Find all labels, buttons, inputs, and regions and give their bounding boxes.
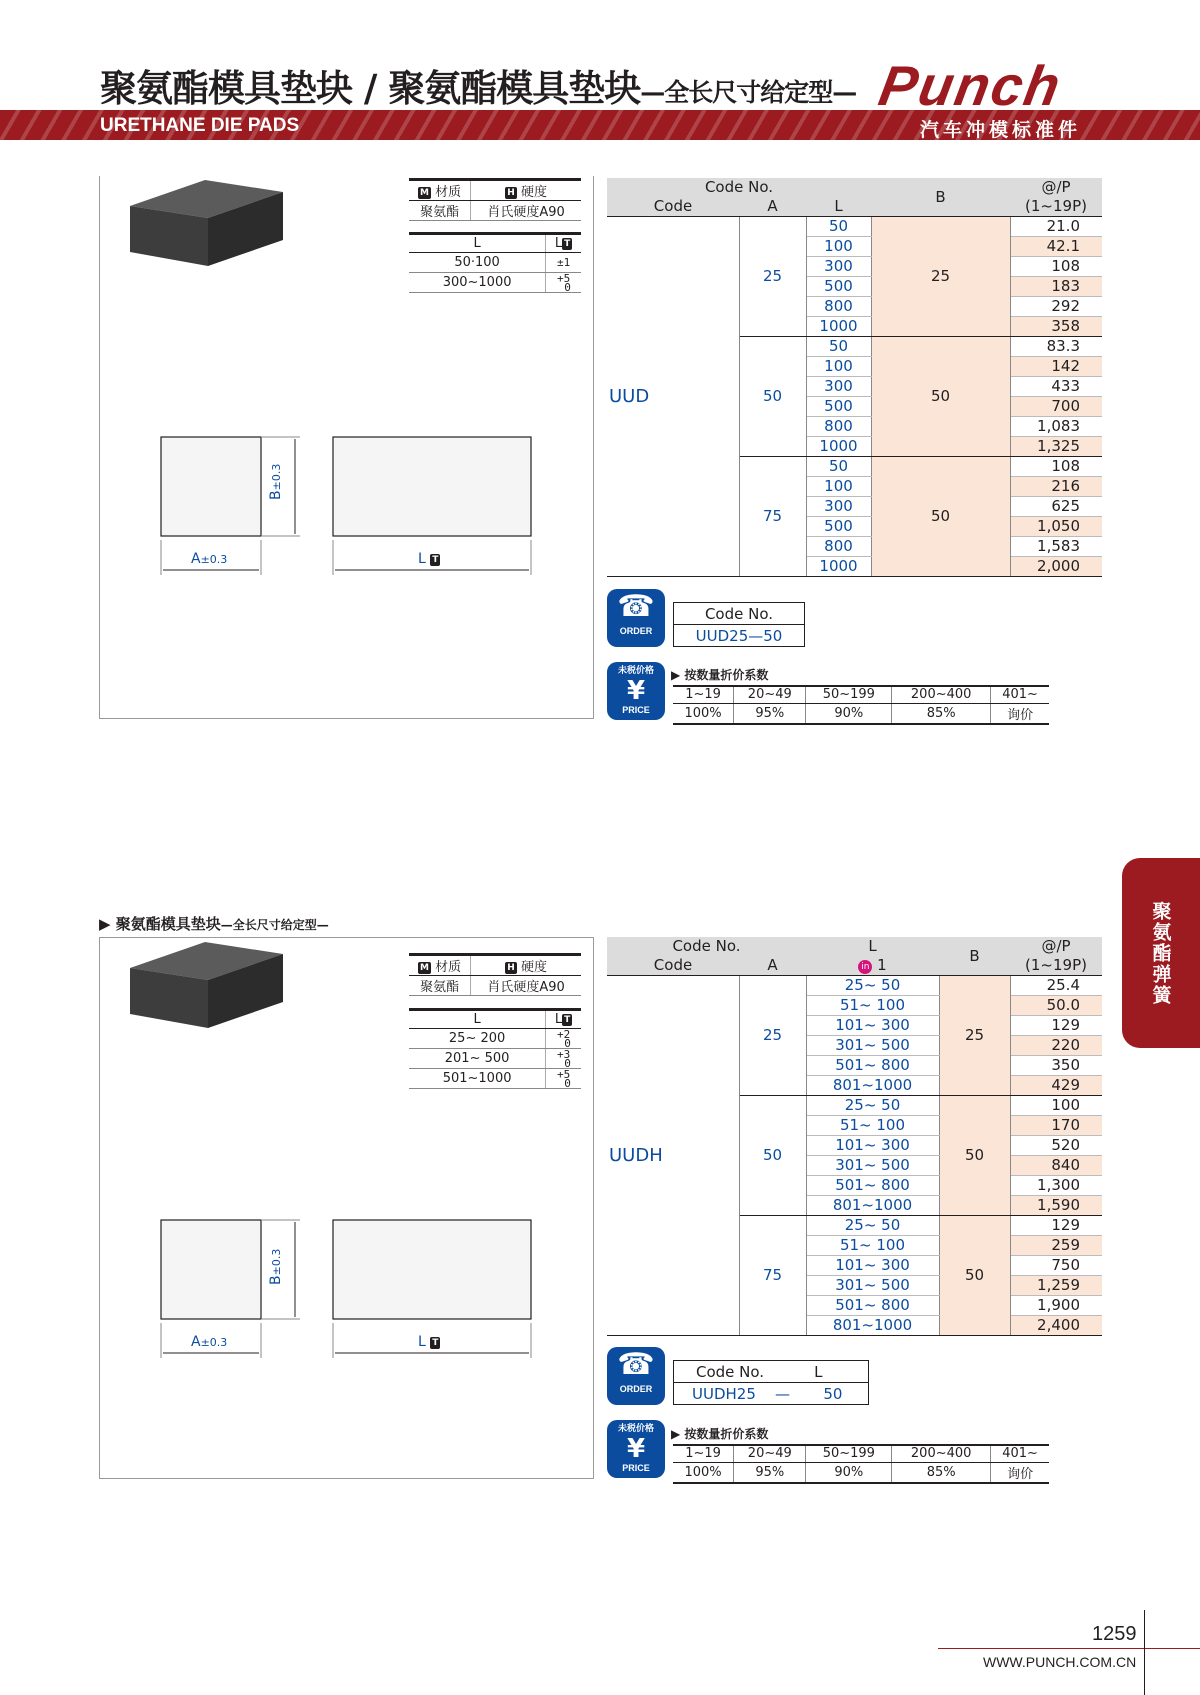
price-cell: 216	[1010, 477, 1102, 497]
discount-rate: 85%	[892, 1462, 991, 1483]
discount-table-2	[673, 1444, 1049, 1484]
L-cell: 101~ 300	[806, 1016, 939, 1036]
price-cell: 1,590	[1010, 1196, 1102, 1216]
A-cell: 75	[739, 457, 806, 577]
urethane-pad-image-2	[125, 940, 285, 1030]
price-icon-1: 未税价格 ¥ PRICE	[607, 662, 665, 720]
L-cell: 801~1000	[806, 1196, 939, 1216]
price-cell: 1,900	[1010, 1296, 1102, 1316]
L-cell: 301~ 500	[806, 1276, 939, 1296]
A-dimension-label-1: A±0.3	[191, 551, 228, 567]
material-table-2: M 材质 H 硬度 聚氨酯 肖氏硬度A90	[409, 953, 581, 996]
L-cell: 101~ 300	[806, 1136, 939, 1156]
price-cell: 100	[1010, 1096, 1102, 1116]
table-row	[607, 976, 1102, 996]
L-cell: 500	[806, 517, 871, 537]
L-cell: 101~ 300	[806, 1256, 939, 1276]
L-cell: 500	[806, 277, 871, 297]
price-cell: 750	[1010, 1256, 1102, 1276]
L-cell: 801~1000	[806, 1076, 939, 1096]
L-cell: 300	[806, 497, 871, 517]
page-subtitle: URETHANE DIE PADS	[100, 115, 300, 136]
price-cell: 429	[1010, 1076, 1102, 1096]
price-icon-2: 未税价格 ¥ PRICE	[607, 1420, 665, 1478]
price-cell: 1,259	[1010, 1276, 1102, 1296]
L-cell: 51~ 100	[806, 1236, 939, 1256]
discount-rate: 询价	[991, 703, 1049, 724]
discount-qty: 1~19	[673, 1445, 734, 1462]
footer-vertical-line	[1144, 1610, 1145, 1695]
A-dimension-label-2: A±0.3	[191, 1334, 228, 1350]
B-cell: 50	[939, 1096, 1010, 1216]
discount-qty: 20~49	[734, 1445, 806, 1462]
L-cell: 301~ 500	[806, 1036, 939, 1056]
price-table-uud: Code No. B @/P Code A L (1~19P) UUD 25 50 25 21.0 100 42.1 300 108 500 183 800 292 1000 358 50 50 50 83.3 100 142 300 433 500 700 800 1,083 1000 1,325 75 50 50 108 100 216 300 625 500 1,050 800 1,583 1000 2,000	[607, 178, 1102, 577]
price-cell: 700	[1010, 397, 1102, 417]
A-cell: 25	[739, 976, 806, 1096]
L-dimension-label-1: L T	[418, 551, 439, 567]
tolerance-L: 501~1000	[409, 1069, 546, 1089]
logo-subtitle: 汽车冲模标准件	[920, 119, 1082, 141]
L-cell: 1000	[806, 317, 871, 337]
discount-qty: 401~	[991, 686, 1049, 703]
footer-divider	[938, 1648, 1200, 1649]
price-cell: 129	[1010, 1016, 1102, 1036]
L-cell: 300	[806, 377, 871, 397]
price-cell: 433	[1010, 377, 1102, 397]
B-dimension-label-2: B±0.3	[268, 1248, 284, 1285]
discount-qty-row	[673, 686, 1049, 703]
price-cell: 1,050	[1010, 517, 1102, 537]
price-cell: 25.4	[1010, 976, 1102, 996]
punch-logo: Punch	[874, 54, 1067, 117]
discount-qty: 1~19	[673, 686, 734, 703]
discount-rate: 90%	[806, 1462, 892, 1483]
price-cell: 42.1	[1010, 237, 1102, 257]
B-cell: 25	[939, 976, 1010, 1096]
L-cell: 800	[806, 297, 871, 317]
tolerance-table-2: L L T 25~ 200 +2 0 201~ 500 +3 0 501~1000 +5 0	[409, 1008, 581, 1089]
L-cell: 301~ 500	[806, 1156, 939, 1176]
discount-qty: 200~400	[892, 1445, 991, 1462]
L-cell: 25~ 50	[806, 976, 939, 996]
price-cell: 108	[1010, 457, 1102, 477]
tolerance-row	[409, 1029, 581, 1049]
tolerance-L: 201~ 500	[409, 1049, 546, 1069]
price-cell: 129	[1010, 1216, 1102, 1236]
urethane-pad-image-1	[125, 178, 285, 268]
discount-table-1	[673, 685, 1049, 725]
L-cell: 100	[806, 237, 871, 257]
L-cell: 800	[806, 417, 871, 437]
B-dimension-label-1: B±0.3	[268, 463, 284, 500]
B-cell: 25	[871, 217, 1010, 337]
L-cell: 51~ 100	[806, 996, 939, 1016]
price-cell: 183	[1010, 277, 1102, 297]
price-cell: 350	[1010, 1056, 1102, 1076]
price-cell: 142	[1010, 357, 1102, 377]
discount-qty-row	[673, 1445, 1049, 1462]
page-number: 1259	[1092, 1623, 1137, 1645]
price-table-uudh: Code No. L B @/P Code A in 1 (1~19P) UUDH 25 25~ 50 25 25.4 51~ 100 50.0 101~ 300 129 301~ 500 220 501~ 800 350 801~1000 429 50 25~ 50 50 100 51~ 100 170 101~ 300 520 301~ 500 840 501~ 800 1,300 801~1000 1,590 75 25~ 50 50 129 51~ 100 259 101~ 300 750 301~ 500 1,259 501~ 800 1,900 801~1000 2,400	[607, 937, 1102, 1336]
discount-title-1: ▶ 按数量折价系数	[671, 668, 769, 682]
tolerance-row	[409, 1069, 581, 1089]
discount-rate-row	[673, 1462, 1049, 1483]
discount-qty: 401~	[991, 1445, 1049, 1462]
discount-qty: 50~199	[806, 1445, 892, 1462]
price-cell: 1,300	[1010, 1176, 1102, 1196]
L-cell: 501~ 800	[806, 1296, 939, 1316]
B-cell: 50	[871, 337, 1010, 457]
L-cell: 800	[806, 537, 871, 557]
L-dimension-label-2: L T	[418, 1334, 439, 1350]
code-cell: UUD	[607, 217, 739, 577]
L-cell: 50	[806, 337, 871, 357]
tolerance-value: +5 0	[546, 273, 581, 293]
tolerance-row	[409, 273, 581, 293]
side-tab-urethane-springs[interactable]: 聚氨酯弹簧	[1122, 858, 1200, 1048]
L-cell: 51~ 100	[806, 1116, 939, 1136]
tolerance-row	[409, 1049, 581, 1069]
L-cell: 25~ 50	[806, 1096, 939, 1116]
A-cell: 25	[739, 217, 806, 337]
price-cell: 170	[1010, 1116, 1102, 1136]
tolerance-value: +3 0	[546, 1049, 581, 1069]
price-cell: 1,583	[1010, 537, 1102, 557]
section-heading-2: ▶ 聚氨酯模具垫块—全长尺寸给定型—	[99, 915, 329, 933]
price-cell: 358	[1010, 317, 1102, 337]
price-cell: 108	[1010, 257, 1102, 277]
price-cell: 625	[1010, 497, 1102, 517]
footer-url: WWW.PUNCH.COM.CN	[983, 1654, 1137, 1670]
discount-rate: 询价	[991, 1462, 1049, 1483]
price-cell: 1,083	[1010, 417, 1102, 437]
tolerance-value: +5 0	[546, 1069, 581, 1089]
discount-rate: 95%	[734, 703, 806, 724]
order-example-table-2: Code No. L UUDH25 — 50	[673, 1360, 869, 1405]
A-cell: 50	[739, 337, 806, 457]
tolerance-table-1: L L T 50·100 ±1 300~1000 +5 0	[409, 232, 581, 293]
price-cell: 259	[1010, 1236, 1102, 1256]
L-cell: 500	[806, 397, 871, 417]
discount-rate-row	[673, 703, 1049, 724]
L-cell: 1000	[806, 557, 871, 577]
price-cell: 83.3	[1010, 337, 1102, 357]
L-cell: 50	[806, 457, 871, 477]
discount-rate: 100%	[673, 703, 734, 724]
price-cell: 50.0	[1010, 996, 1102, 1016]
L-cell: 100	[806, 357, 871, 377]
discount-qty: 20~49	[734, 686, 806, 703]
tolerance-row	[409, 253, 581, 273]
A-cell: 50	[739, 1096, 806, 1216]
A-cell: 75	[739, 1216, 806, 1336]
discount-rate: 85%	[892, 703, 991, 724]
B-cell: 50	[939, 1216, 1010, 1336]
price-cell: 292	[1010, 297, 1102, 317]
L-cell: 501~ 800	[806, 1176, 939, 1196]
tolerance-L: 300~1000	[409, 273, 546, 293]
price-cell: 2,400	[1010, 1316, 1102, 1336]
discount-qty: 50~199	[806, 686, 892, 703]
L-cell: 50	[806, 217, 871, 237]
L-cell: 1000	[806, 437, 871, 457]
price-cell: 2,000	[1010, 557, 1102, 577]
order-example-table-1: Code No. UUD25—50	[673, 602, 805, 647]
discount-title-2: ▶ 按数量折价系数	[671, 1427, 769, 1441]
B-cell: 50	[871, 457, 1010, 577]
tolerance-value: ±1	[546, 253, 581, 273]
price-cell: 520	[1010, 1136, 1102, 1156]
material-table-1: M 材质 H 硬度 聚氨酯 肖氏硬度A90	[409, 178, 581, 221]
price-cell: 840	[1010, 1156, 1102, 1176]
discount-rate: 90%	[806, 703, 892, 724]
table-row	[607, 217, 1102, 237]
code-cell: UUDH	[607, 976, 739, 1336]
price-cell: 21.0	[1010, 217, 1102, 237]
L-cell: 100	[806, 477, 871, 497]
page-title: 聚氨酯模具垫块 / 聚氨酯模具垫块—全长尺寸给定型—	[100, 67, 857, 110]
price-cell: 220	[1010, 1036, 1102, 1056]
L-cell: 300	[806, 257, 871, 277]
order-icon-2: ☎ ORDER	[607, 1347, 665, 1405]
discount-rate: 95%	[734, 1462, 806, 1483]
discount-qty: 200~400	[892, 686, 991, 703]
L-cell: 501~ 800	[806, 1056, 939, 1076]
price-cell: 1,325	[1010, 437, 1102, 457]
L-cell: 25~ 50	[806, 1216, 939, 1236]
tolerance-value: +2 0	[546, 1029, 581, 1049]
tolerance-L: 50·100	[409, 253, 546, 273]
discount-rate: 100%	[673, 1462, 734, 1483]
order-icon-1: ☎ ORDER	[607, 589, 665, 647]
tolerance-L: 25~ 200	[409, 1029, 546, 1049]
L-cell: 801~1000	[806, 1316, 939, 1336]
